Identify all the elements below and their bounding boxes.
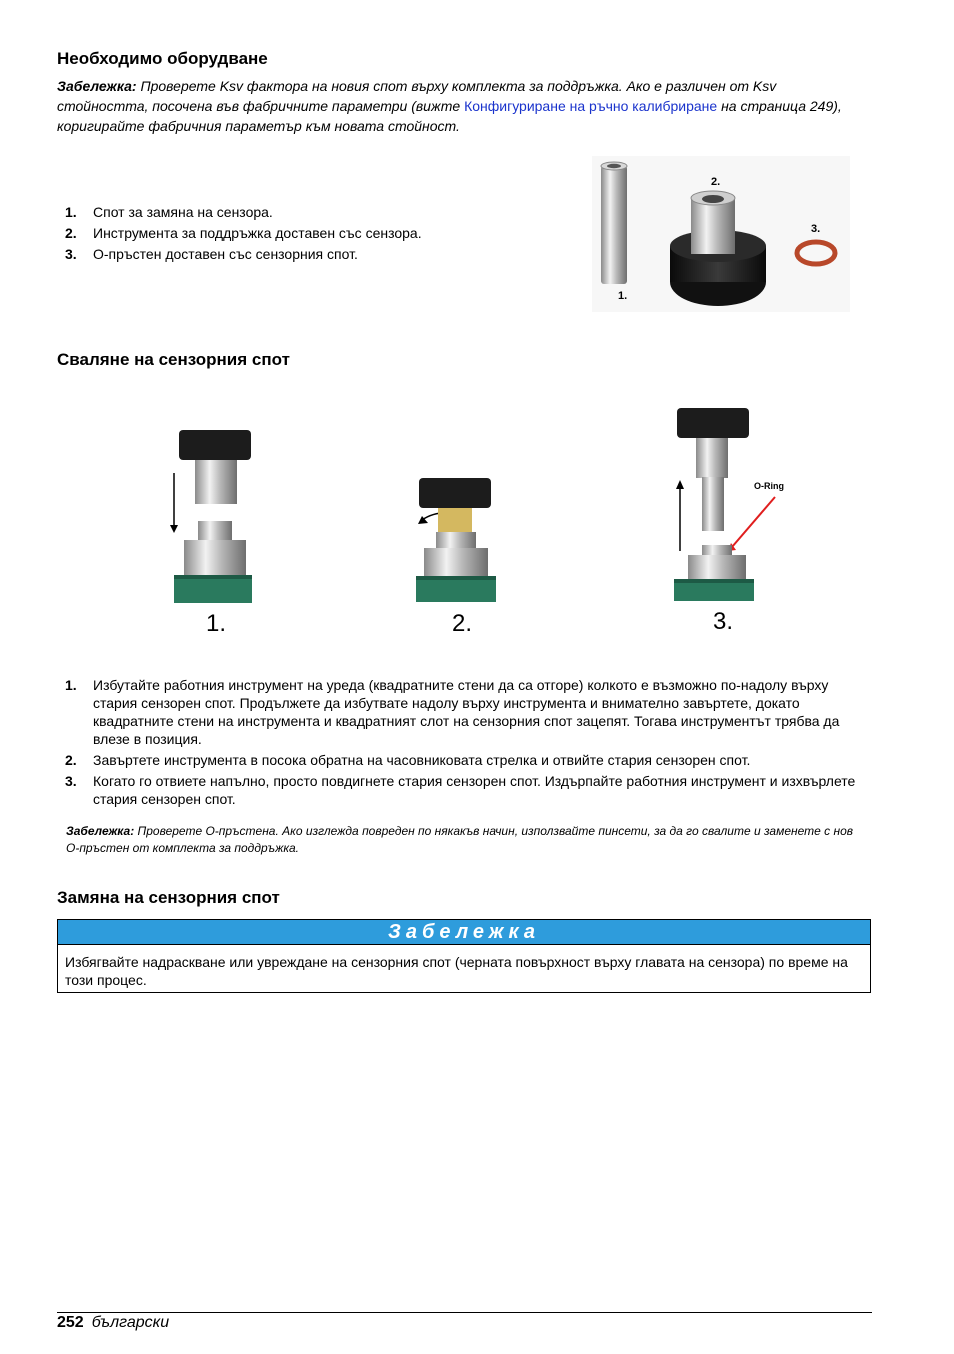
item-number: 1.	[65, 677, 77, 693]
item-number: 3.	[65, 773, 77, 789]
oring-note	[66, 823, 866, 857]
notice-header: Забележка	[58, 920, 870, 945]
figure-label-2: 2.	[452, 610, 473, 637]
photo-label-3: 3.	[811, 223, 821, 235]
removal-figure-3	[670, 405, 795, 605]
list-item	[57, 751, 872, 769]
figure-label-3: 3.	[713, 608, 734, 635]
footer-divider	[57, 1312, 872, 1313]
note-text: на страница 249), коригирайте фабричния параметър към новата стойност.	[57, 98, 842, 134]
removal-figure-2	[410, 474, 510, 604]
o-ring-label: O-Ring	[754, 481, 784, 491]
page-footer	[57, 1313, 169, 1333]
note-text: Проверете Ksv фактора на новия спот върху комплекта за поддръжка. Ако е различен от Ksv стойността, посочена във фабричните параметри (вижте	[57, 78, 777, 114]
item-number: 1.	[65, 204, 77, 220]
figure-label-1: 1.	[206, 610, 227, 637]
item-number: 2.	[65, 225, 77, 241]
list-item	[57, 203, 422, 221]
note-text: Проверете О-пръстена. Ако изглежда повреден по някакъв начин, използвайте пинсети, за да го свалите и заменете с нов О-пръстен от комплекта за поддръжка.	[66, 824, 854, 855]
item-text: Спот за замяна на сензора.	[93, 204, 273, 220]
list-item	[57, 772, 872, 808]
equipment-list	[57, 203, 422, 263]
section-title-removal: Сваляне на сензорния спот	[57, 350, 290, 369]
item-number: 3.	[65, 246, 77, 262]
removal-steps	[57, 676, 872, 808]
item-text: Завъртете инструмента в посока обратна на часовниковата стрелка и отвийте стария сензорен спот.	[93, 752, 751, 768]
list-item	[57, 245, 422, 263]
item-text: О-пръстен доставен със сензорния спот.	[93, 246, 358, 262]
list-item	[57, 676, 872, 748]
notice-text: Избягвайте надраскване или увреждане на сензорния спот (черната повърхност върху главата на сензора) по време на този процес.	[65, 954, 848, 988]
section-title-replacement: Замяна на сензорния спот	[57, 888, 280, 907]
note-label: Забележка:	[57, 78, 137, 94]
footer-language: български	[91, 1314, 170, 1331]
calibration-link[interactable]: Конфигуриране на ръчно калибриране	[464, 98, 718, 114]
item-text: Когато го отвиете напълно, просто повдигнете стария сензорен спот. Издърпайте работния инструмент и изхвърлете стария сензорен спот.	[93, 773, 856, 807]
notice-box	[57, 919, 871, 993]
note-label: Забележка:	[66, 824, 135, 838]
item-text: Инструмента за поддръжка доставен със сензора.	[93, 225, 422, 241]
photo-label-1: 1.	[618, 290, 628, 302]
section-title-equipment: Необходимо оборудване	[57, 49, 268, 68]
equipment-photo	[592, 156, 850, 312]
photo-label-2: 2.	[711, 176, 721, 188]
list-item	[57, 224, 422, 242]
equipment-note	[57, 76, 857, 136]
sensor-spot-tube	[601, 162, 627, 284]
page-number: 252	[57, 1314, 84, 1331]
removal-figure-1	[160, 425, 260, 605]
item-text: Избутайте работния инструмент на уреда (квадратните стени да са отгоре) колкото е възможно по-надолу върху стария сензорен спот. Продължете да избутвате надолу върху инструмента и внимателно завъртете, докато квадратните стени на инструмента и квадратният слот на сензорния спот зацепят. Тогава инструментът трябва да влезе в позиция.	[93, 677, 840, 747]
item-number: 2.	[65, 752, 77, 768]
